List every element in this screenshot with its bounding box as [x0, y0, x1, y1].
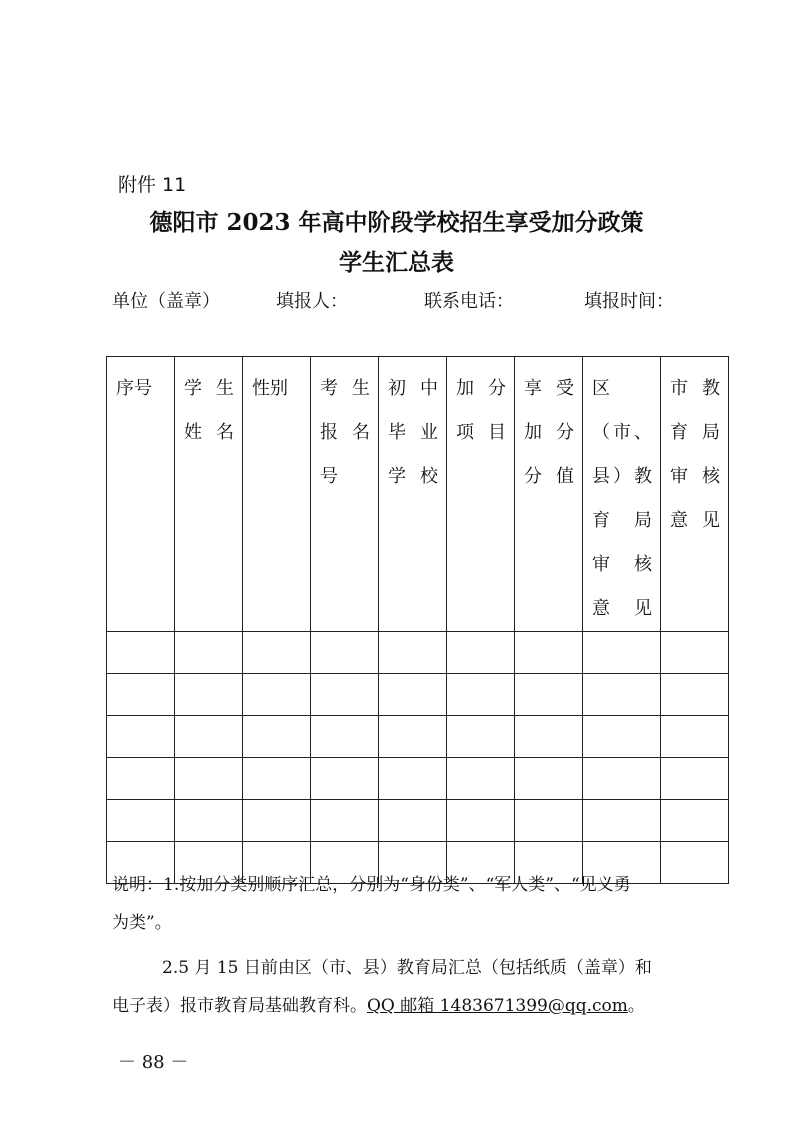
- header-school: [379, 357, 447, 632]
- table-cell: [661, 758, 729, 800]
- table-cell: [379, 800, 447, 842]
- filler-label: 填报人：: [276, 291, 348, 312]
- table-cell: [661, 716, 729, 758]
- table-cell: [243, 674, 311, 716]
- table-cell: [243, 716, 311, 758]
- table-cell: [583, 800, 661, 842]
- table-cell: [379, 674, 447, 716]
- contact-email[interactable]: QQ 邮箱 1483671399@qq.com: [367, 996, 628, 1016]
- table-cell: [583, 674, 661, 716]
- header-line: 号: [320, 466, 338, 487]
- table-row: [107, 716, 729, 758]
- table-cell: [661, 632, 729, 674]
- table-cell: [515, 716, 583, 758]
- note-line-3: 2.5 月 15 日前由区（市、县）教育局汇总（包括纸质（盖章）和: [162, 958, 652, 978]
- table-cell: [243, 632, 311, 674]
- table-cell: [447, 800, 515, 842]
- table-cell: [311, 716, 379, 758]
- table-cell: [515, 674, 583, 716]
- header-line: 意见: [670, 510, 720, 531]
- header-district-opinion: [583, 357, 661, 632]
- header-gender: [243, 357, 311, 632]
- header-line: 育局: [592, 510, 652, 531]
- header-name: [175, 357, 243, 632]
- header-line: 分值: [524, 466, 574, 487]
- header-line: 享受: [524, 378, 574, 399]
- table-cell: [515, 758, 583, 800]
- table-cell: [107, 758, 175, 800]
- table-row: [107, 800, 729, 842]
- table-row: [107, 758, 729, 800]
- page-number: － 88 －: [118, 1052, 189, 1073]
- document-title: 德阳市 2023 年高中阶段学校招生享受加分政策: [149, 209, 644, 236]
- phone-label: 联系电话：: [424, 291, 514, 312]
- table-cell: [311, 632, 379, 674]
- header-line: 学校: [388, 466, 438, 487]
- header-line: 序号: [116, 378, 152, 399]
- header-line: 毕业: [388, 422, 438, 443]
- header-line: 育局: [670, 422, 720, 443]
- note-line-4: [112, 993, 645, 1019]
- header-bonus-item: [447, 357, 515, 632]
- note-line-1: 说明：1.按加分类别顺序汇总，分别为“身份类”、“军人类”、“见义勇: [112, 875, 631, 895]
- note-line-4-text: 电子表）报市教育局基础教育科。: [112, 996, 367, 1016]
- table-cell: [379, 632, 447, 674]
- table-cell: [447, 758, 515, 800]
- table-cell: [583, 632, 661, 674]
- header-line: 加分: [456, 378, 506, 399]
- header-line: 考生: [320, 378, 370, 399]
- unit-label: 单位（盖章）: [112, 291, 220, 312]
- table-cell: [243, 800, 311, 842]
- header-line: 学生: [184, 378, 234, 399]
- table-cell: [661, 800, 729, 842]
- header-line: 报名: [320, 422, 370, 443]
- table-cell: [243, 758, 311, 800]
- summary-table: [106, 356, 729, 884]
- table-cell: [447, 716, 515, 758]
- table-cell: [379, 758, 447, 800]
- header-exam-number: [311, 357, 379, 632]
- header-line: 姓名: [184, 422, 234, 443]
- header-line: 市教: [670, 378, 720, 399]
- table-row: [107, 632, 729, 674]
- table-cell: [447, 674, 515, 716]
- table-cell: [107, 632, 175, 674]
- table-cell: [175, 632, 243, 674]
- table-cell: [379, 716, 447, 758]
- table-header-row: [107, 357, 729, 632]
- table-cell: [175, 758, 243, 800]
- table-cell: [107, 716, 175, 758]
- table-cell: [311, 758, 379, 800]
- table-cell: [583, 758, 661, 800]
- table-cell: [515, 800, 583, 842]
- table-cell: [515, 632, 583, 674]
- header-city-opinion: [661, 357, 729, 632]
- table-cell: [107, 800, 175, 842]
- table-cell: [447, 632, 515, 674]
- document-subtitle: 学生汇总表: [339, 249, 454, 276]
- header-line: 县）教: [592, 466, 652, 487]
- table-cell: [661, 842, 729, 884]
- table-cell: [661, 674, 729, 716]
- table-cell: [311, 674, 379, 716]
- header-line: 初中: [388, 378, 438, 399]
- header-line: 意见: [592, 598, 652, 619]
- header-bonus-score: [515, 357, 583, 632]
- note-line-2: 为类”。: [112, 913, 172, 933]
- table-cell: [175, 800, 243, 842]
- header-line: 审核: [670, 466, 720, 487]
- header-index: [107, 357, 175, 632]
- header-line: （市、: [592, 422, 652, 443]
- attachment-label: 附件 11: [118, 174, 187, 196]
- header-line: 项目: [456, 422, 506, 443]
- note-line-4-end: 。: [627, 996, 645, 1016]
- table-cell: [311, 800, 379, 842]
- table-cell: [583, 716, 661, 758]
- table-row: [107, 674, 729, 716]
- header-line: 加分: [524, 422, 574, 443]
- header-line: 区: [592, 378, 610, 399]
- table-cell: [175, 716, 243, 758]
- table-cell: [175, 674, 243, 716]
- table-cell: [107, 674, 175, 716]
- header-line: 性别: [252, 378, 288, 399]
- header-line: 审核: [592, 554, 652, 575]
- time-label: 填报时间：: [584, 291, 674, 312]
